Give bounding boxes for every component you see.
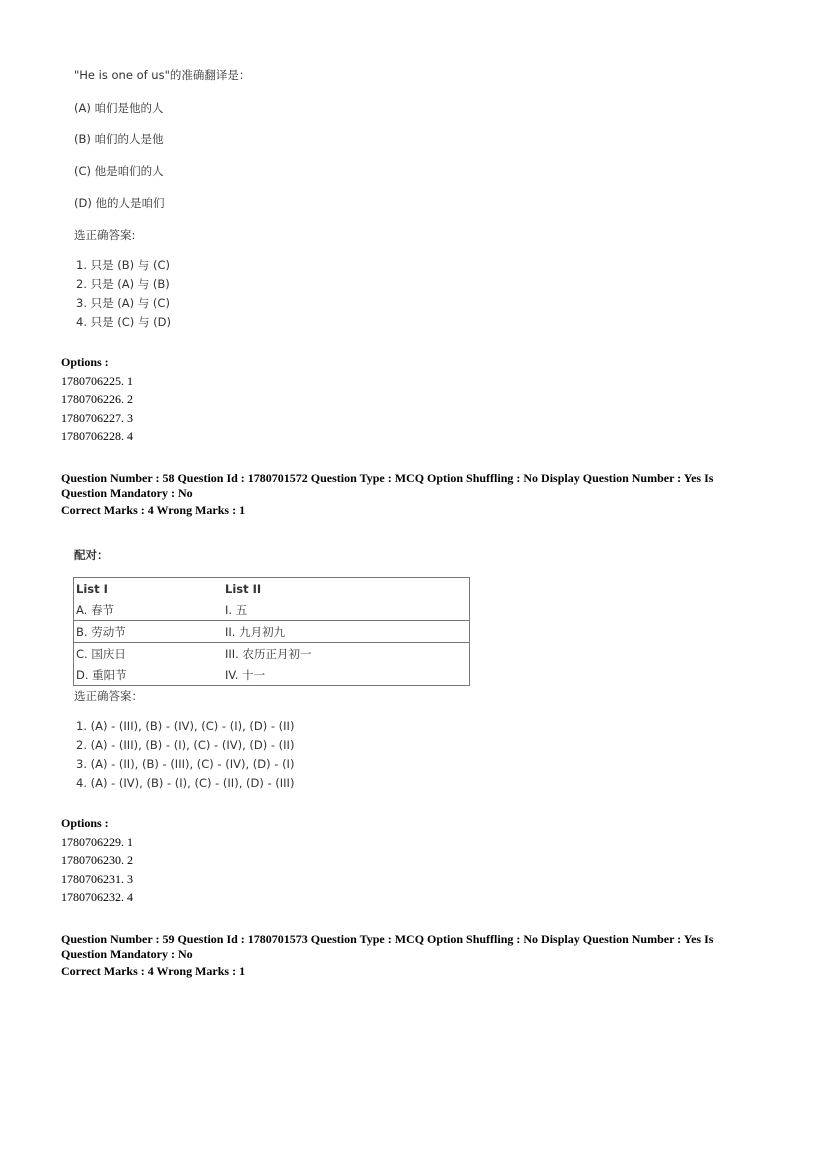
answer-3: 3. 只是 (A) 与 (C) [76,296,170,310]
answer-3: 3. (A) - (II), (B) - (III), (C) - (IV), (D) - (I) [76,757,295,771]
option-4: 1780706228. 4 [61,429,133,443]
cell: IV. 十一 [225,667,266,682]
q58-marks: Correct Marks : 4 Wrong Marks : 1 [61,503,246,517]
options-label: Options : [61,355,109,369]
q58-options [61,816,133,905]
answer-1: 1. 只是 (B) 与 (C) [76,258,170,272]
option-4: 1780706232. 4 [61,890,133,904]
q58-answers [76,717,294,793]
table-row [74,643,469,665]
match-table [73,577,470,686]
q59-marks: Correct Marks : 4 Wrong Marks : 1 [61,964,246,978]
answer-4: 4. 只是 (C) 与 (D) [76,315,171,329]
option-3: 1780706231. 3 [61,871,133,886]
table-header [74,578,469,599]
cell: B. 劳动节 [74,621,223,643]
q58-stem: 配对： [74,548,109,562]
q58-prompt: 选正确答案： [74,689,143,703]
q59-meta: Question Number : 59 Question Id : 1780701573 Question Type : MCQ Option Shuffling : No Display Question Number : Yes Is Question Mandatory : No [61,932,714,961]
choice-a: (A) 咱们是他的人 [74,101,164,115]
option-1: 1780706229. 1 [61,834,133,849]
option-1: 1780706225. 1 [61,373,133,388]
header-list1: List I [76,581,108,596]
answer-1: 1. (A) - (III), (B) - (IV), (C) - (I), (D) - (II) [76,719,295,733]
choice-b: (B) 咱们的人是他 [74,132,164,146]
option-2: 1780706226. 2 [61,392,133,406]
cell: A. 春节 [76,602,114,617]
option-2: 1780706230. 2 [61,853,133,867]
q57-stem: "He is one of us"的准确翻译是： [74,68,251,82]
cell: D. 重阳节 [76,667,127,682]
options-label: Options : [61,816,109,830]
cell: III. 农历正月初一 [223,643,469,665]
choice-d: (D) 他的人是咱们 [74,196,165,210]
cell: II. 九月初九 [223,621,469,643]
cell: C. 国庆日 [74,643,223,665]
q58-meta: Question Number : 58 Question Id : 1780701572 Question Type : MCQ Option Shuffling : No Display Question Number : Yes Is Question Mandatory : No [61,471,714,500]
q57-answers [76,256,171,332]
answer-4: 4. (A) - (IV), (B) - (I), (C) - (II), (D) - (III) [76,776,295,790]
table-row [74,621,469,643]
answer-2: 2. 只是 (A) 与 (B) [76,277,170,291]
cell: I. 五 [225,602,248,617]
header-list2: List II [225,581,262,596]
table-row [74,664,469,685]
choice-c: (C) 他是咱们的人 [74,164,164,178]
answer-2: 2. (A) - (III), (B) - (I), (C) - (IV), (D) - (II) [76,738,295,752]
q57-options [61,355,133,444]
option-3: 1780706227. 3 [61,410,133,425]
q57-prompt: 选正确答案: [74,228,136,242]
table-row [74,599,469,621]
